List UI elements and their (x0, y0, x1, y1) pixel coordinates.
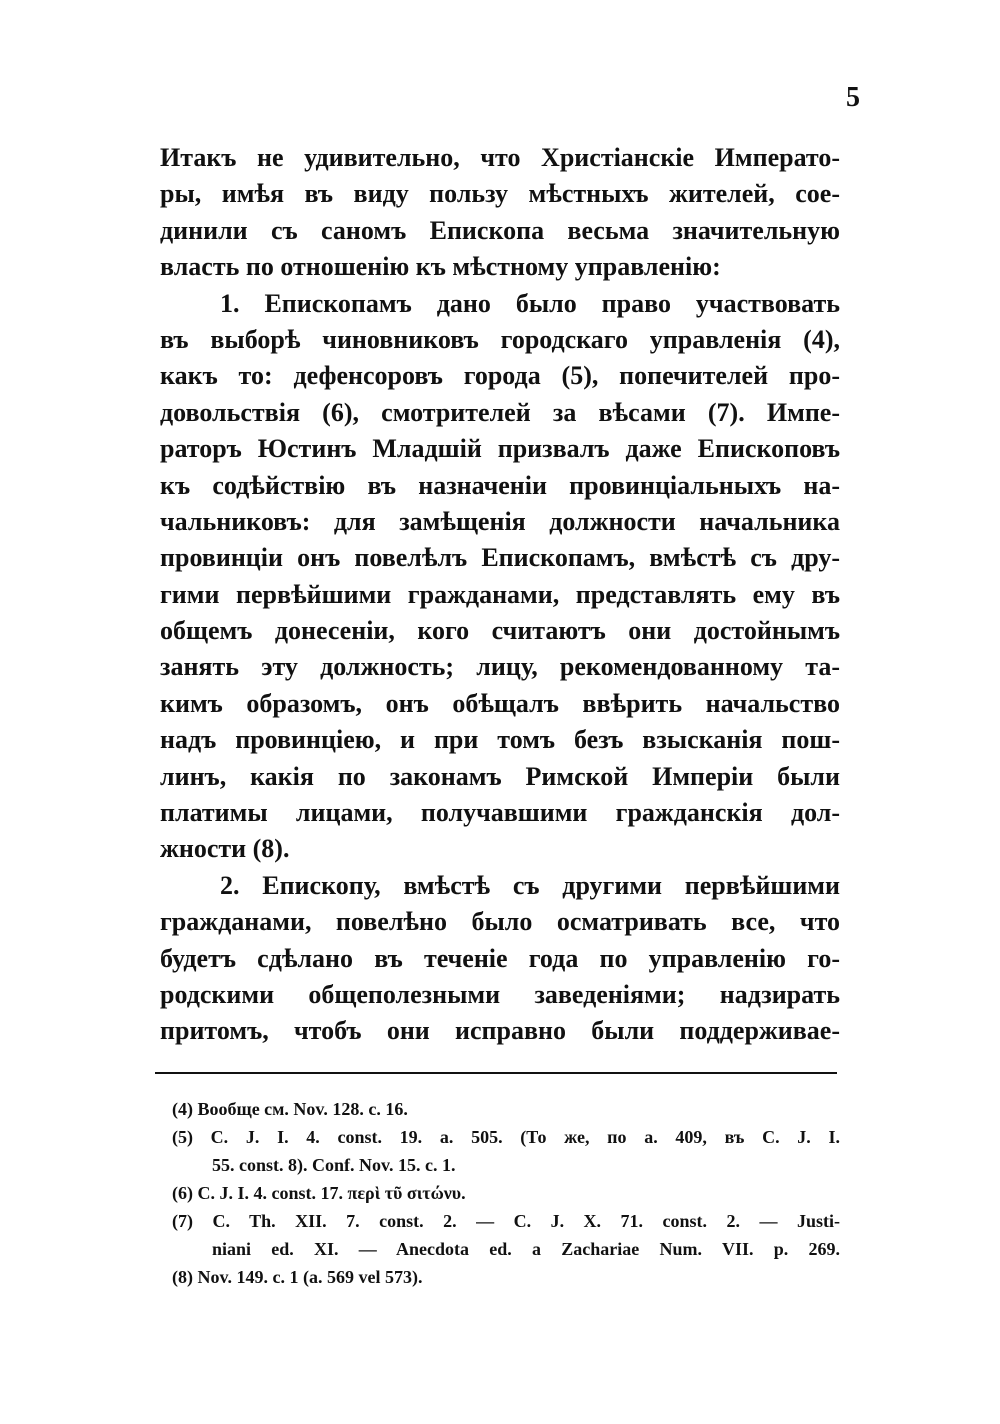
body-line: платимы лицами, получавшими гражданскія дол- (160, 798, 840, 828)
footnote-line: niani ed. XI. — Anecdota ed. a Zachariae Num. VII. p. 269. (212, 1239, 840, 1259)
body-line: какъ то: дефенсоровъ города (5), попечителей про- (160, 361, 840, 391)
body-line: надъ провинціею, и при томъ безъ взысканія пош- (160, 725, 840, 755)
footnotes (172, 1095, 840, 1291)
page-number: 5 (846, 82, 860, 113)
body-line: 2. Епископу, вмѣстѣ съ другими первѣйшими (220, 870, 840, 900)
body-line: общемъ донесеніи, кого считаютъ они достойнымъ (160, 616, 840, 646)
body-line: притомъ, чтобъ они исправно были поддерживае- (160, 1016, 840, 1046)
body-text (160, 140, 840, 1050)
footnote-line: (6) C. J. I. 4. const. 17. περὶ τῦ σιτώνυ. (172, 1183, 466, 1203)
body-line: Итакъ не удивительно, что Христіанскіе Императо- (160, 143, 840, 172)
body-line: будетъ сдѣлано въ теченіе года по управленію го- (160, 943, 840, 973)
body-line: занять эту должность; лицу, рекомендованному та- (160, 652, 840, 682)
footnote-line: (7) C. Th. XII. 7. const. 2. — C. J. X. 71. const. 2. — Justi- (172, 1211, 840, 1231)
body-line: жности (8). (160, 834, 290, 864)
footnote-line: (5) C. J. I. 4. const. 19. a. 505. (То же, по a. 409, въ C. J. I. (172, 1127, 840, 1147)
body-line: провинціи онъ повелѣлъ Епископамъ, вмѣстѣ съ дру- (160, 543, 840, 573)
footnote-divider (155, 1072, 837, 1074)
footnote-line: (4) Вообще см. Nov. 128. c. 16. (172, 1099, 408, 1119)
body-line: гими первѣйшими гражданами, представлять ему въ (160, 579, 840, 609)
body-line: чальниковъ: для замѣщенія должности начальника (160, 506, 840, 536)
body-line: кимъ образомъ, онъ обѣщалъ ввѣрить начальство (160, 688, 840, 718)
body-line: 1. Епископамъ дано было право участвовать (220, 288, 840, 318)
body-line: родскими общеполезными заведеніями; надзирать (160, 979, 840, 1009)
body-line: въ выборѣ чиновниковъ городскаго управленія (4), (160, 324, 840, 354)
body-line: гражданами, повелѣно было осматривать все, что (160, 907, 840, 937)
body-line: власть по отношенію къ мѣстному управленію: (160, 252, 721, 282)
body-line: раторъ Юстинъ Младшій призвалъ даже Епископовъ (160, 434, 840, 464)
body-line: линъ, какія по законамъ Римской Имперіи были (160, 761, 840, 791)
body-line: къ содѣйствію въ назначеніи провинціальныхъ на- (160, 470, 840, 500)
body-line: динили съ саномъ Епископа весьма значительную (160, 215, 840, 245)
footnote-line: 55. const. 8). Conf. Nov. 15. c. 1. (212, 1155, 456, 1175)
body-line: ры, имѣя въ виду пользу мѣстныхъ жителей, сое- (160, 179, 840, 209)
body-line: довольствія (6), смотрителей за вѣсами (7). Импе- (160, 397, 840, 427)
footnote-line: (8) Nov. 149. c. 1 (a. 569 vel 573). (172, 1267, 423, 1287)
